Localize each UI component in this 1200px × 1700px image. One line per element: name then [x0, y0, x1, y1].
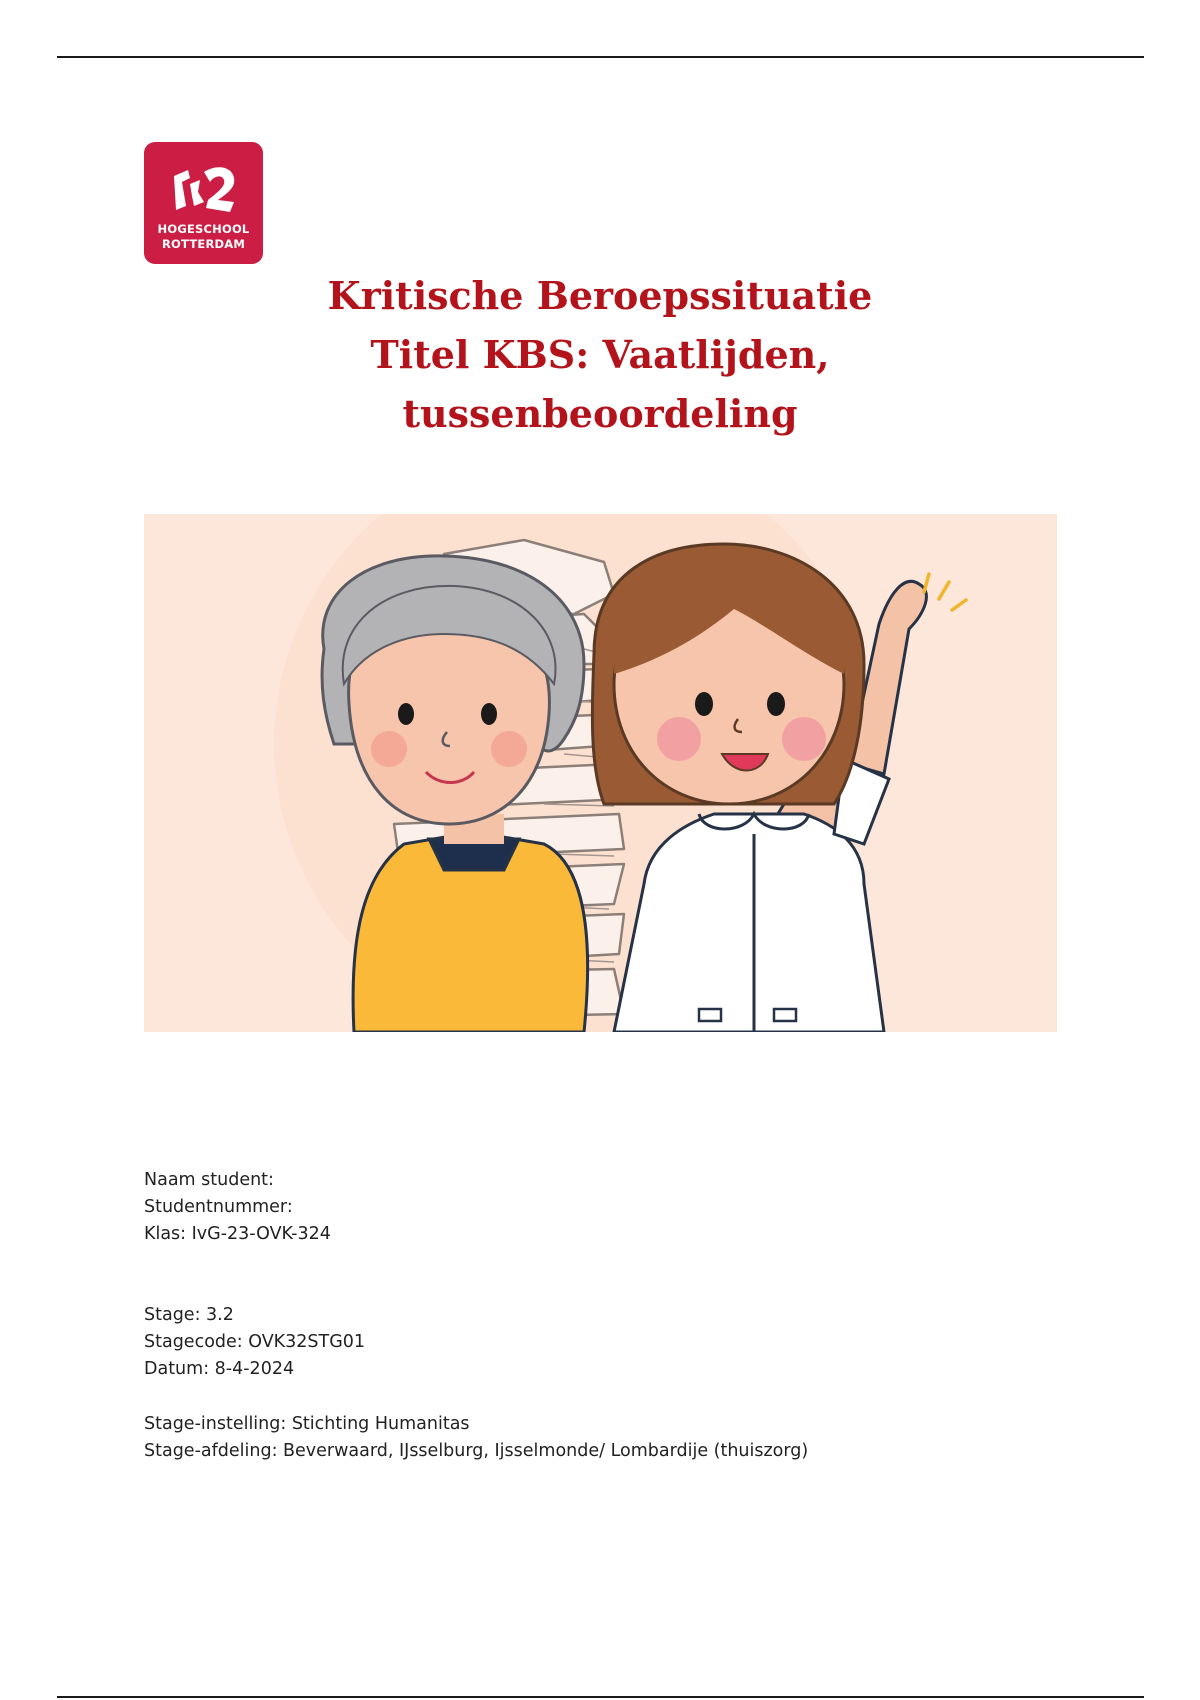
- title-line-3: tussenbeoordeling: [402, 391, 798, 436]
- student-name-label: Naam student:: [144, 1170, 274, 1190]
- date-label: Datum: 8-4-2024: [144, 1359, 295, 1379]
- hogeschool-rotterdam-logo: [144, 142, 263, 264]
- class-label: Klas: IvG-23-OVK-324: [144, 1224, 331, 1244]
- bottom-rule: [57, 1696, 1144, 1698]
- student-info: [144, 1167, 331, 1248]
- cover-illustration: [144, 514, 1057, 1032]
- title-line-2: Titel KBS: Vaatlijden,: [370, 332, 830, 377]
- top-rule: [57, 56, 1144, 58]
- stage-info: [144, 1302, 365, 1383]
- student-number-label: Studentnummer:: [144, 1197, 293, 1217]
- institution-label: Stage-instelling: Stichting Humanitas: [144, 1414, 470, 1434]
- department-label: Stage-afdeling: Beverwaard, IJsselburg, Ijsselmonde/ Lombardije (thuiszorg): [144, 1441, 809, 1461]
- stage-label: Stage: 3.2: [144, 1305, 234, 1325]
- elderly-woman-and-nurse-illustration: [144, 514, 1057, 1032]
- logo-mark-icon: [168, 162, 240, 218]
- logo-text-line2: ROTTERDAM: [162, 237, 245, 251]
- document-title: [200, 266, 1000, 443]
- logo-text-line1: HOGESCHOOL: [157, 222, 250, 236]
- stage-code-label: Stagecode: OVK32STG01: [144, 1332, 366, 1352]
- nurse-figure: [592, 544, 966, 1032]
- title-line-1: Kritische Beroepssituatie: [327, 273, 873, 318]
- institution-info: [144, 1411, 808, 1465]
